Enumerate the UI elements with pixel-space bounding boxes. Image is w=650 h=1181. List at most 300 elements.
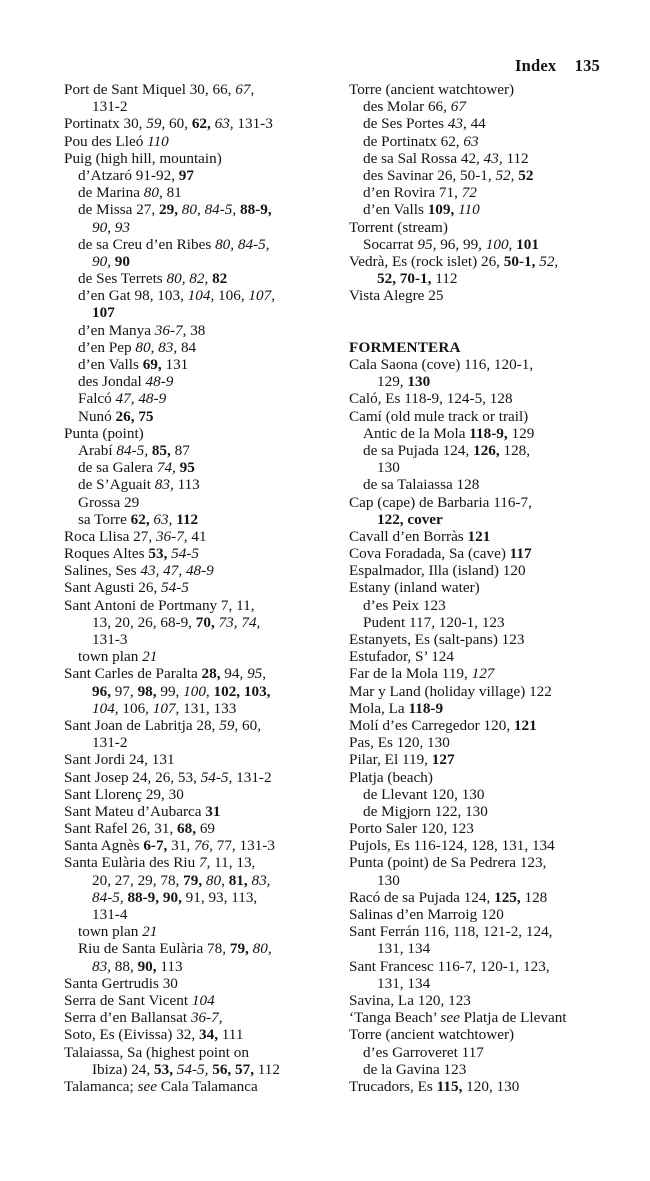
entry-text: see bbox=[440, 1009, 460, 1027]
entry-text: d’es Peix 123 bbox=[363, 596, 446, 614]
entry-text: Santa Agnès bbox=[64, 837, 144, 855]
index-entry bbox=[64, 133, 334, 150]
index-subentry bbox=[64, 442, 334, 459]
index-entry bbox=[64, 545, 334, 562]
entry-text: 131-2 bbox=[232, 768, 272, 786]
entry-text: 81, bbox=[228, 871, 248, 889]
entry-text: Serra de Sant Vicent bbox=[64, 991, 192, 1009]
entry-text: 131-2 bbox=[92, 98, 128, 116]
entry-text: 6-7, bbox=[143, 837, 168, 855]
index-continuation bbox=[64, 98, 334, 115]
index-subentry bbox=[64, 511, 334, 528]
index-continuation bbox=[64, 1061, 334, 1078]
index-entry bbox=[64, 528, 334, 545]
index-subentry bbox=[349, 115, 617, 132]
index-continuation bbox=[64, 872, 334, 889]
entry-text: Racó de sa Pujada 124, bbox=[349, 888, 495, 906]
index-entry bbox=[64, 1026, 334, 1043]
index-entry bbox=[349, 356, 617, 373]
entry-text: Portinatx 30, bbox=[64, 115, 147, 133]
entry-text: de Ses Terrets bbox=[78, 270, 167, 288]
entry-text: 53, bbox=[154, 1060, 173, 1078]
index-subentry bbox=[64, 940, 334, 957]
entry-text: Sant Rafel 26, 31, bbox=[64, 820, 178, 838]
entry-text: 99, bbox=[156, 682, 184, 700]
entry-text: Socarrat bbox=[363, 235, 418, 253]
entry-text: 118-9, bbox=[469, 424, 508, 442]
entry-text: 44 bbox=[466, 115, 486, 133]
index-entry bbox=[64, 150, 334, 167]
entry-text: Torrent (stream) bbox=[349, 218, 448, 236]
entry-text: 111 bbox=[217, 1026, 244, 1044]
entry-text: Roques Altes bbox=[64, 545, 149, 563]
entry-text: 67 bbox=[450, 98, 466, 116]
entry-text: d’en Rovira 71, bbox=[363, 184, 462, 202]
entry-text: d’es Garroveret 117 bbox=[363, 1043, 484, 1061]
entry-text: Pou des Lleó bbox=[64, 132, 148, 150]
entry-text: Cala Saona (cove) 116, 120-1, bbox=[349, 356, 534, 374]
index-entry bbox=[349, 923, 617, 940]
entry-text: 76, bbox=[193, 837, 213, 855]
index-continuation bbox=[64, 734, 334, 751]
entry-text: 28, bbox=[201, 665, 221, 683]
entry-text: Salinas d’en Marroig 120 bbox=[349, 906, 504, 924]
entry-text: 77, 131-3 bbox=[212, 837, 275, 855]
entry-text: 127 bbox=[431, 751, 455, 769]
index-continuation bbox=[64, 906, 334, 923]
entry-text: Sant Jordi 24, 131 bbox=[64, 751, 175, 769]
entry-text: 31, bbox=[167, 837, 194, 855]
index-subentry bbox=[64, 270, 334, 287]
entry-text: de Llevant 120, 130 bbox=[363, 785, 485, 803]
index-entry bbox=[349, 562, 617, 579]
entry-text: 7, bbox=[198, 854, 211, 872]
entry-text: 13, 20, 26, 68-9, bbox=[92, 613, 196, 631]
entry-text: 107 bbox=[92, 304, 115, 322]
entry-text: 87 bbox=[170, 441, 190, 459]
entry-text: 52, bbox=[495, 166, 515, 184]
entry-text: de sa Creu d’en Ribes bbox=[78, 235, 216, 253]
entry-text: 121 bbox=[513, 716, 537, 734]
index-entry bbox=[64, 769, 334, 786]
entry-text: 122, cover bbox=[377, 510, 443, 528]
index-entry bbox=[349, 287, 617, 304]
entry-text: Riu de Santa Eulària 78, bbox=[78, 940, 230, 958]
entry-text: de sa Sal Rossa 42, bbox=[363, 149, 484, 167]
entry-text: 112 bbox=[176, 510, 199, 528]
index-entry bbox=[64, 854, 334, 871]
entry-text: Estufador, S’ 124 bbox=[349, 648, 454, 666]
entry-text: 95 bbox=[179, 459, 195, 477]
entry-text: 63, bbox=[153, 510, 173, 528]
entry-text: 83, bbox=[92, 957, 111, 975]
index-entry bbox=[349, 734, 617, 751]
entry-text: d’en Manya bbox=[78, 321, 155, 339]
entry-text: Serra d’en Ballansat bbox=[64, 1009, 191, 1027]
entry-text: Talaiassa, Sa (highest point on bbox=[64, 1043, 249, 1061]
entry-text: 121 bbox=[467, 527, 491, 545]
entry-text: 110 bbox=[458, 201, 480, 219]
entry-text: ‘Tanga Beach’ bbox=[349, 1009, 441, 1027]
index-subentry bbox=[349, 803, 617, 820]
entry-text: 20, 27, 29, 78, bbox=[92, 871, 184, 889]
entry-text: 90, 93 bbox=[92, 218, 130, 236]
entry-text: 80, 83, bbox=[135, 338, 178, 356]
entry-text: 129, bbox=[377, 373, 408, 391]
index-entry bbox=[349, 545, 617, 562]
index-entry bbox=[349, 769, 617, 786]
index-subentry bbox=[64, 184, 334, 201]
entry-text: 128, bbox=[499, 441, 531, 459]
entry-text: 96, 99, bbox=[436, 235, 486, 253]
entry-text: 113 bbox=[156, 957, 183, 975]
index-continuation bbox=[64, 219, 334, 236]
index-entry bbox=[64, 803, 334, 820]
index-subentry bbox=[349, 184, 617, 201]
entry-text: 98, bbox=[137, 682, 157, 700]
index-subentry bbox=[64, 201, 334, 218]
index-continuation bbox=[64, 683, 334, 700]
entry-text: 60, bbox=[238, 716, 261, 734]
entry-text: 131-4 bbox=[92, 906, 128, 923]
index-subentry bbox=[64, 373, 334, 390]
entry-text: 43, bbox=[447, 115, 467, 133]
index-subentry bbox=[349, 98, 617, 115]
index-entry bbox=[349, 1078, 617, 1095]
entry-text: Pas, Es 120, 130 bbox=[349, 734, 450, 752]
entry-text: 59, bbox=[146, 115, 166, 133]
entry-text: 131-3 bbox=[92, 631, 128, 648]
entry-text: sa Torre bbox=[78, 510, 131, 528]
index-entry bbox=[349, 528, 617, 545]
entry-text: 69, bbox=[142, 356, 162, 373]
entry-text: 60, bbox=[165, 115, 192, 133]
index-entry bbox=[349, 889, 617, 906]
index-continuation bbox=[64, 631, 334, 648]
entry-text: 115, bbox=[436, 1077, 463, 1095]
entry-text: de sa Galera bbox=[78, 459, 157, 477]
entry-text: 126, bbox=[473, 441, 500, 459]
entry-text: Vista Alegre 25 bbox=[349, 287, 444, 305]
index-entry bbox=[64, 579, 334, 596]
entry-text: Camí (old mule track or trail) bbox=[349, 407, 529, 425]
entry-text: Cala Talamanca bbox=[156, 1077, 258, 1095]
entry-text: 80, bbox=[252, 940, 272, 958]
entry-text: 79, bbox=[229, 940, 249, 958]
entry-text: 80, 84-5, bbox=[215, 235, 270, 253]
index-subentry bbox=[349, 442, 617, 459]
index-entry bbox=[349, 820, 617, 837]
entry-text: Sant Francesc 116-7, 120-1, 123, bbox=[349, 957, 550, 975]
entry-text: 74, bbox=[156, 459, 176, 477]
entry-text: Roca Llisa 27, bbox=[64, 527, 156, 545]
entry-text: Talamanca; bbox=[64, 1077, 138, 1095]
index-subentry bbox=[64, 356, 334, 373]
index-entry bbox=[349, 390, 617, 407]
index-entry bbox=[64, 820, 334, 837]
index-entry bbox=[349, 751, 617, 768]
entry-text: Grossa 29 bbox=[78, 493, 140, 511]
entry-text: 88-9, bbox=[127, 888, 160, 906]
entry-text: 90, bbox=[92, 252, 111, 270]
entry-text: Nunó bbox=[78, 407, 116, 425]
entry-text: Mar y Land (holiday village) 122 bbox=[349, 682, 552, 700]
entry-text: Sant Joan de Labritja 28, bbox=[64, 716, 220, 734]
index-continuation bbox=[64, 700, 334, 717]
entry-text: de Ses Portes bbox=[363, 115, 448, 133]
running-header bbox=[515, 56, 600, 76]
entry-text: Trucadors, Es bbox=[349, 1077, 437, 1095]
entry-text: 106, bbox=[118, 699, 153, 717]
index-subentry bbox=[349, 1044, 617, 1061]
entry-text: Sant Ferrán 116, 118, 121-2, 124, bbox=[349, 923, 553, 941]
entry-text: de S’Aguait bbox=[78, 476, 155, 494]
entry-text: de Missa 27, bbox=[78, 201, 159, 219]
entry-text: Espalmador, Illa (island) 120 bbox=[349, 562, 526, 580]
entry-text: 52 bbox=[518, 166, 534, 184]
header-title: Index bbox=[514, 56, 557, 75]
entry-text: 112 bbox=[431, 270, 458, 288]
entry-text: 34, bbox=[199, 1026, 218, 1044]
entry-text: 100, bbox=[183, 682, 210, 700]
entry-text: 47, 48-9 bbox=[115, 390, 167, 408]
entry-text: 130 bbox=[407, 373, 431, 391]
index-subentry bbox=[349, 201, 617, 218]
index-entry bbox=[349, 837, 617, 854]
entry-text: 54-5, bbox=[200, 768, 233, 786]
entry-text: 59, bbox=[219, 716, 239, 734]
index-subentry bbox=[349, 236, 617, 253]
entry-text: 67, bbox=[235, 81, 255, 98]
index-entry bbox=[64, 665, 334, 682]
entry-text: 131, 134 bbox=[377, 974, 431, 992]
index-entry bbox=[349, 81, 617, 98]
entry-text: 41 bbox=[187, 527, 207, 545]
entry-text: 120, 130 bbox=[462, 1077, 520, 1095]
entry-text: Port de Sant Miquel 30, 66, bbox=[64, 81, 236, 98]
entry-text: 52, bbox=[539, 252, 559, 270]
entry-text: 83, bbox=[154, 476, 174, 494]
entry-text: 54-5, bbox=[176, 1060, 209, 1078]
entry-text: 63, bbox=[214, 115, 234, 133]
index-entry bbox=[64, 425, 334, 442]
index-entry bbox=[64, 562, 334, 579]
index-entry bbox=[349, 631, 617, 648]
index-entry bbox=[349, 1026, 617, 1043]
entry-text: Salines, Ses bbox=[64, 562, 141, 580]
index-subentry bbox=[64, 322, 334, 339]
entry-text: Vedrà, Es (rock islet) 26, bbox=[349, 252, 504, 270]
entry-text: Sant Llorenç 29, 30 bbox=[64, 785, 184, 803]
entry-text: 90 bbox=[114, 252, 130, 270]
index-continuation bbox=[349, 975, 617, 992]
entry-text: Punta (point) bbox=[64, 424, 144, 442]
index-subentry bbox=[64, 408, 334, 425]
entry-text: 11, 13, bbox=[210, 854, 256, 872]
entry-text: 56, 57, bbox=[212, 1060, 254, 1078]
entry-text: 88-9, bbox=[240, 201, 272, 219]
entry-text: 43, bbox=[483, 149, 503, 167]
index-continuation bbox=[64, 253, 334, 270]
entry-text: Mola, La bbox=[349, 699, 409, 717]
entry-text: 38 bbox=[186, 321, 206, 339]
index-entry bbox=[349, 992, 617, 1009]
entry-text: 53, bbox=[148, 545, 168, 563]
entry-text: 110 bbox=[147, 132, 169, 150]
entry-text: Sant Agusti 26, bbox=[64, 579, 162, 597]
entry-text: de sa Talaiassa 128 bbox=[363, 476, 480, 494]
entry-text: 128 bbox=[520, 888, 548, 906]
entry-text: 50-1, bbox=[503, 252, 536, 270]
entry-text: 31 bbox=[205, 802, 221, 820]
index-subentry bbox=[64, 923, 334, 940]
entry-text: 131 bbox=[161, 356, 189, 373]
entry-text: 62, bbox=[191, 115, 211, 133]
index-subentry bbox=[349, 786, 617, 803]
index-entry bbox=[349, 958, 617, 975]
index-subentry bbox=[64, 287, 334, 304]
entry-text: 73, 74, bbox=[218, 613, 261, 631]
index-entry bbox=[64, 1009, 334, 1026]
entry-text: 82 bbox=[212, 270, 228, 288]
entry-text: Pudent 117, 120-1, 123 bbox=[363, 613, 505, 631]
entry-text: 97, bbox=[110, 682, 138, 700]
index-subentry bbox=[64, 494, 334, 511]
entry-text: de sa Pujada 124, bbox=[363, 441, 474, 459]
entry-text: 54-5 bbox=[161, 579, 189, 597]
entry-text: 131, 133 bbox=[179, 699, 237, 717]
index-continuation bbox=[349, 459, 617, 476]
entry-text: Ibiza) 24, bbox=[92, 1060, 154, 1078]
index-entry bbox=[64, 1078, 334, 1095]
index-subentry bbox=[64, 236, 334, 253]
entry-text: d’Atzaró 91-92, bbox=[78, 166, 179, 184]
entry-text: 68, bbox=[177, 820, 197, 838]
entry-text: Puig (high hill, mountain) bbox=[64, 149, 222, 167]
entry-text: 107, bbox=[248, 287, 275, 305]
entry-text: Torre (ancient watchtower) bbox=[349, 81, 515, 98]
entry-text: Soto, Es (Eivissa) 32, bbox=[64, 1026, 199, 1044]
index-entry bbox=[349, 665, 617, 682]
entry-text: 95, bbox=[417, 235, 437, 253]
entry-text: Sant Josep 24, 26, 53, bbox=[64, 768, 201, 786]
index-entry bbox=[64, 115, 334, 132]
index-entry bbox=[349, 648, 617, 665]
index-entry bbox=[349, 854, 617, 871]
entry-text: Santa Gertrudis 30 bbox=[64, 974, 178, 992]
index-entry bbox=[64, 786, 334, 803]
index-entry bbox=[349, 683, 617, 700]
entry-text: 43, 47, 48-9 bbox=[140, 562, 214, 580]
entry-text: 95, bbox=[247, 665, 267, 683]
index-entry bbox=[64, 597, 334, 614]
entry-text: 117 bbox=[509, 545, 532, 563]
index-continuation bbox=[349, 511, 617, 528]
entry-text: 130 bbox=[377, 459, 400, 477]
index-subentry bbox=[349, 597, 617, 614]
entry-text: 90, bbox=[162, 888, 182, 906]
entry-text: 91, 93, 113, bbox=[181, 888, 258, 906]
entry-text: 127 bbox=[471, 665, 495, 683]
entry-text: Far de la Mola 119, bbox=[349, 665, 472, 683]
entry-text: 106, bbox=[214, 287, 249, 305]
index-subentry bbox=[64, 339, 334, 356]
index-continuation bbox=[349, 940, 617, 957]
entry-text: 129 bbox=[507, 424, 535, 442]
entry-text: 81 bbox=[162, 184, 182, 202]
entry-text: 94, bbox=[220, 665, 248, 683]
entry-text: 131-2 bbox=[92, 734, 128, 752]
entry-text: Cavall d’en Borràs bbox=[349, 527, 468, 545]
entry-text: 52, 70-1, bbox=[377, 270, 432, 288]
index-subentry bbox=[64, 167, 334, 184]
entry-text: 97 bbox=[178, 166, 194, 184]
entry-text: Cap (cape) de Barbaria 116-7, bbox=[349, 493, 532, 511]
index-entry bbox=[349, 579, 617, 596]
index-continuation bbox=[64, 614, 334, 631]
entry-text: de Migjorn 122, 130 bbox=[363, 802, 488, 820]
entry-text: de Marina bbox=[78, 184, 144, 202]
entry-text: 109, bbox=[427, 201, 455, 219]
entry-text: Savina, La 120, 123 bbox=[349, 991, 471, 1009]
index-entry bbox=[349, 700, 617, 717]
index-subentry bbox=[349, 167, 617, 184]
entry-text: 112 bbox=[502, 149, 529, 167]
entry-text: Molí d’es Carregedor 120, bbox=[349, 716, 514, 734]
entry-text: town plan bbox=[78, 923, 143, 941]
entry-text: Falcó bbox=[78, 390, 116, 408]
index-entry bbox=[349, 494, 617, 511]
entry-text: 36-7, bbox=[155, 527, 188, 545]
index-subentry bbox=[349, 425, 617, 442]
entry-text: Estanyets, Es (salt-pans) 123 bbox=[349, 631, 525, 649]
entry-text: 84-5, bbox=[116, 441, 149, 459]
index-entry bbox=[64, 81, 334, 98]
section-heading bbox=[349, 339, 617, 356]
index-entry bbox=[349, 253, 617, 270]
entry-text: 104, bbox=[187, 287, 215, 305]
entry-text: 100, bbox=[485, 235, 513, 253]
index-entry bbox=[64, 837, 334, 854]
entry-text: 101 bbox=[516, 235, 539, 253]
entry-text: Estany (inland water) bbox=[349, 579, 480, 597]
entry-text: 85, bbox=[151, 441, 171, 459]
entry-text: 90, bbox=[137, 957, 157, 975]
index-entry bbox=[64, 751, 334, 768]
entry-text: 26, 75 bbox=[115, 407, 154, 425]
entry-text: town plan bbox=[78, 648, 143, 666]
index-entry bbox=[349, 408, 617, 425]
entry-text: 80, 84-5, bbox=[181, 201, 237, 219]
entry-text: 36-7, bbox=[154, 321, 187, 339]
entry-text: Punta (point) de Sa Pedrera 123, bbox=[349, 854, 547, 872]
entry-text: 104 bbox=[191, 991, 215, 1009]
entry-text: Santa Eulària des Riu bbox=[64, 854, 199, 872]
entry-text: 107, bbox=[152, 699, 180, 717]
index-continuation bbox=[64, 304, 334, 321]
entry-text: 104, bbox=[92, 699, 119, 717]
index-entry bbox=[64, 1044, 334, 1061]
entry-text: 80, 82, bbox=[166, 270, 209, 288]
entry-text: 21 bbox=[142, 648, 158, 666]
entry-text: 84 bbox=[177, 338, 197, 356]
entry-text: Pujols, Es 116-124, 128, 131, 134 bbox=[349, 837, 555, 855]
entry-text: 29, bbox=[159, 201, 178, 219]
entry-text: 80, bbox=[205, 871, 225, 889]
index-subentry bbox=[349, 614, 617, 631]
entry-text: 79, bbox=[183, 871, 203, 889]
entry-text: Caló, Es 118-9, 124-5, 128 bbox=[349, 390, 513, 408]
